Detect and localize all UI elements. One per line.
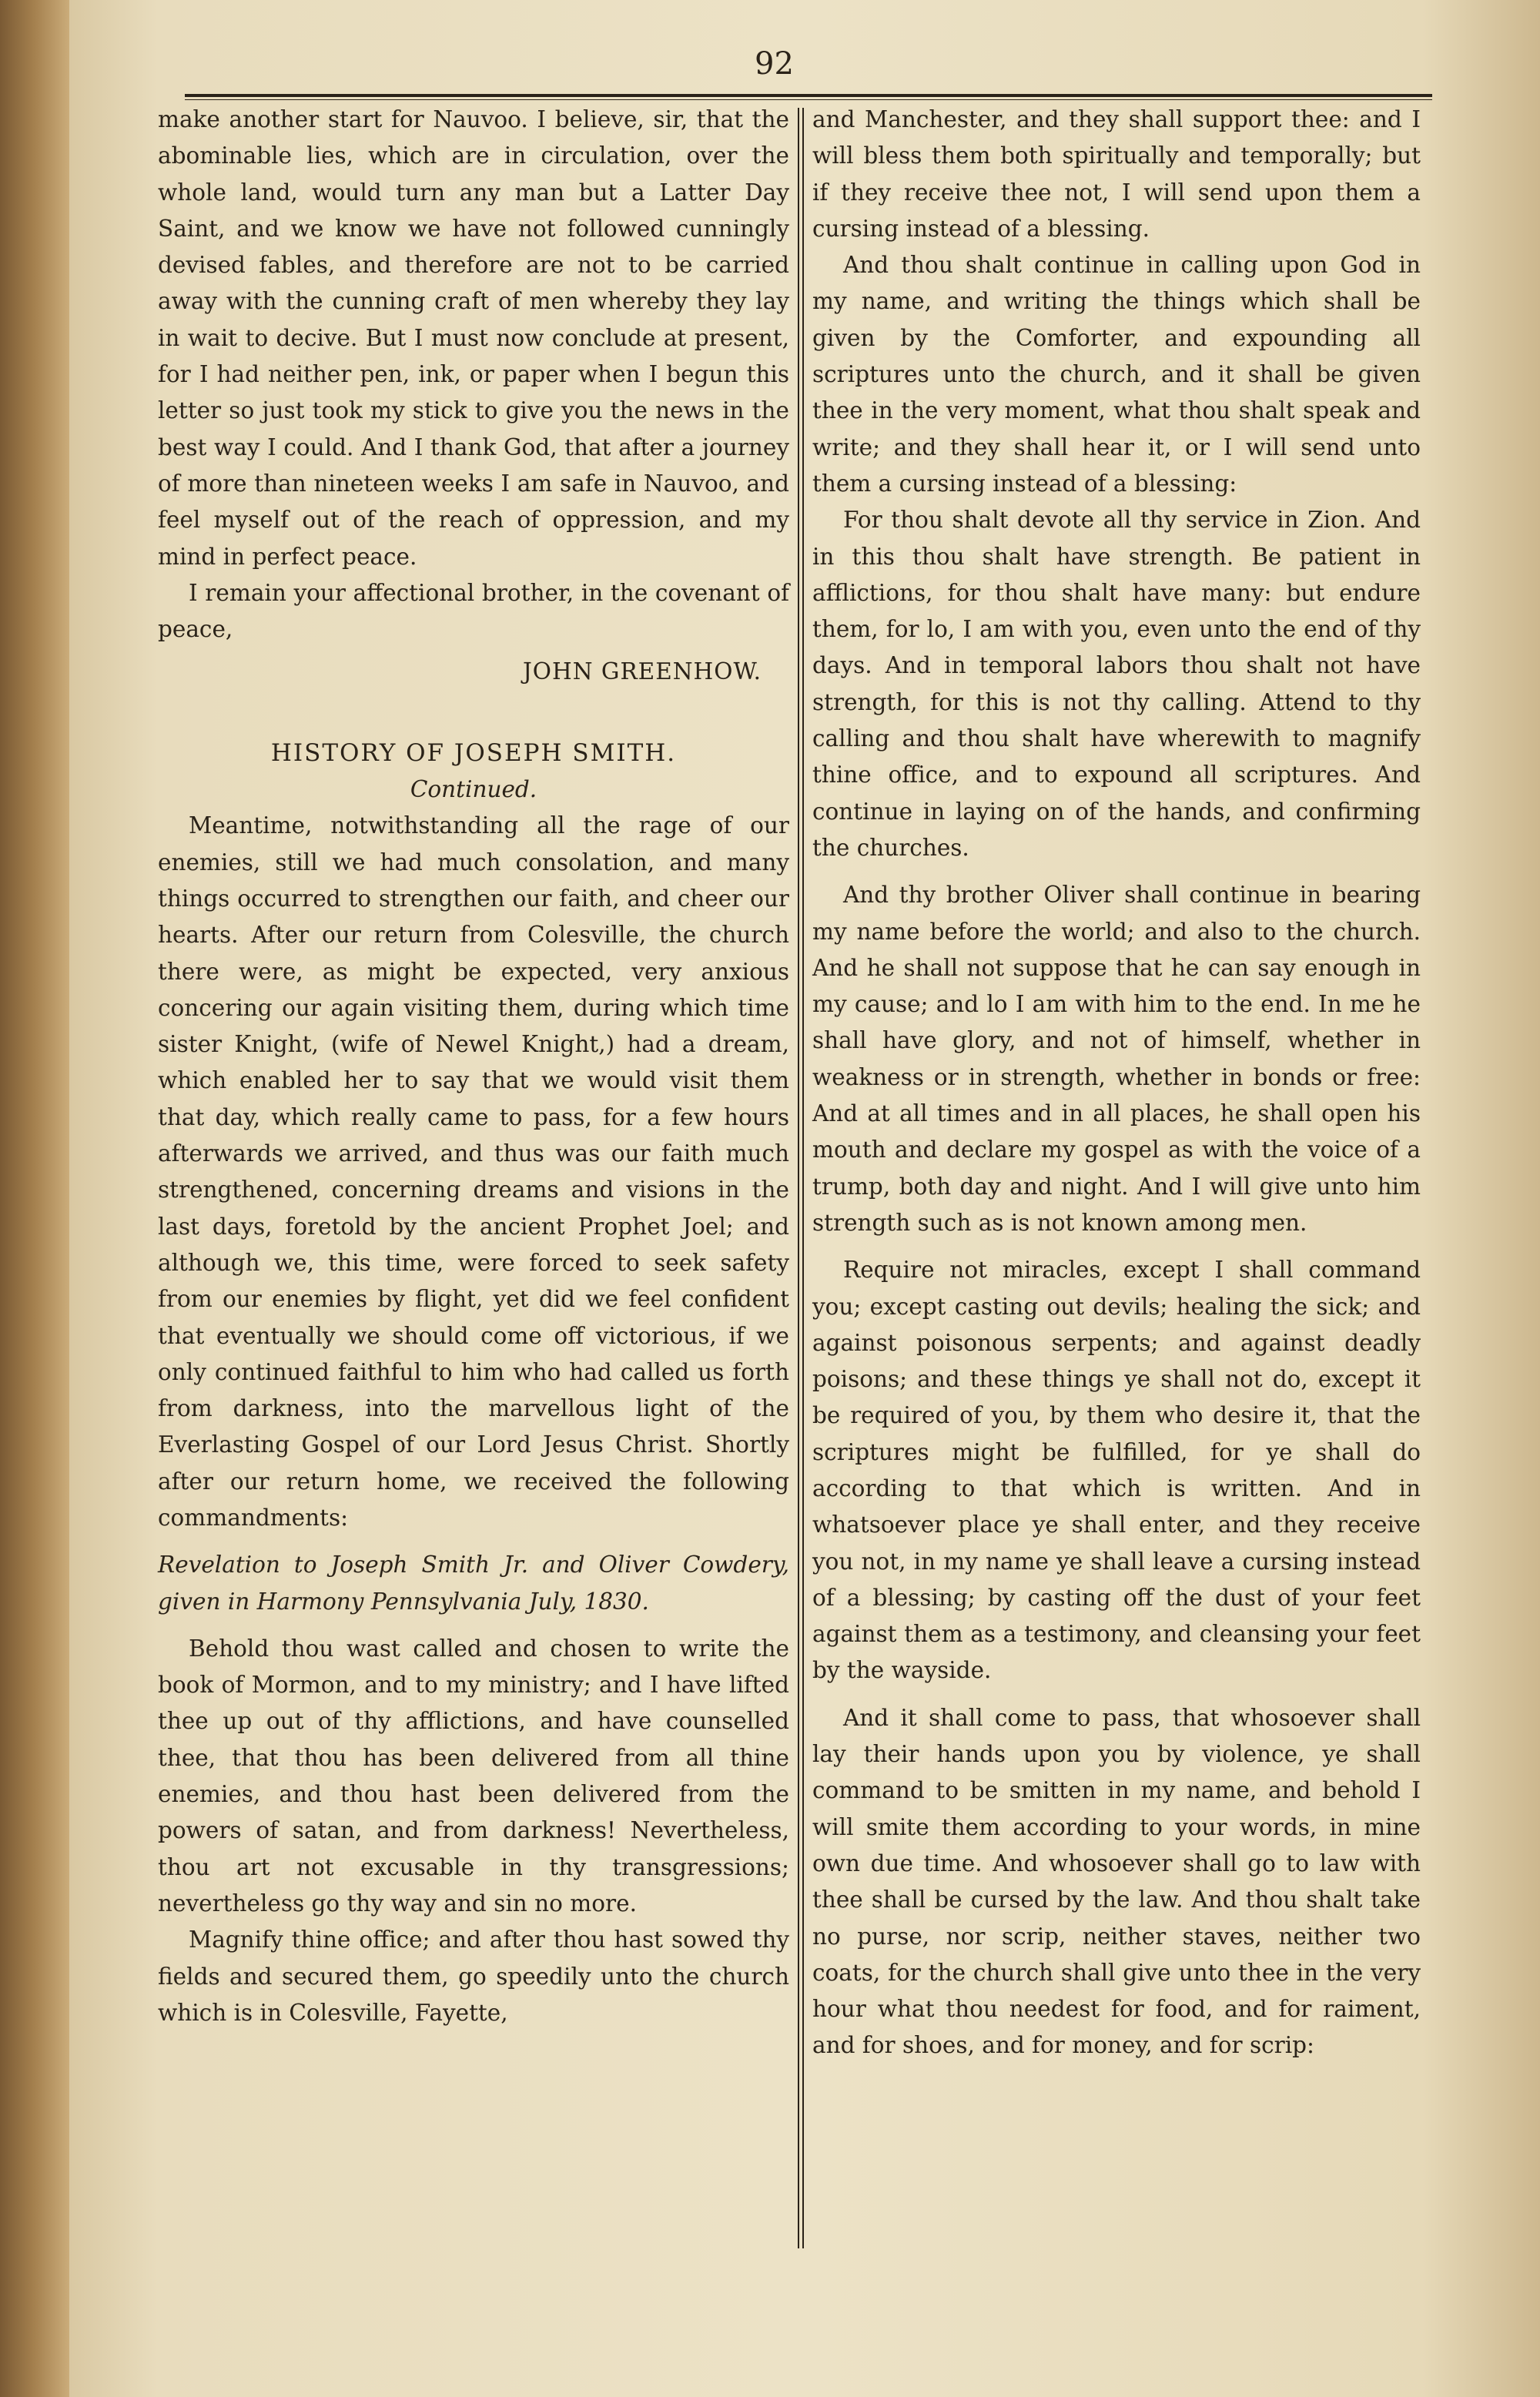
revelation-paragraph-2: Magnify thine office; and after thou hast sowed thy fields and secured them, go speedily unto the church which is in Colesville, Fayette, — [158, 1927, 789, 2026]
letter-signature: JOHN GREENHOW. — [522, 658, 762, 685]
page-number: 92 — [755, 46, 794, 82]
letter-ending-paragraph: make another start for Nauvoo. I believe, sir, that the abominable lies, which are in circulation, over the whole land, would turn any man but a Latter Day Saint, and we know we have not followed cunningly devised fables, and therefore are not to be carried away with the cunning craft of men whereby they lay in wait to decive. But I must now conclude at present, for I had neither pen, ink, or paper when I begun this letter so just took my stick to give you the news in the best way I could. And I thank God, that after a journey of more than nineteen weeks I am safe in Nauvoo, and feel myself out of the reach of oppression, and my mind in perfect peace. — [158, 106, 789, 570]
history-paragraph: Meantime, notwithstanding all the rage of our enemies, still we had much consolation, and many things occurred to strengthen our faith, and cheer our hearts. After our return from Colesville, the church there were, as might be expected, very anxious concering our again visiting them, during which time sister Knight, (wife of Newel Knight,) had a dream, which enabled her to say that we would visit them that day, which really came to pass, for a few hours afterwards we arrived, and thus was our faith much strengthened, concerning dreams and visions in the last days, foretold by the ancient Prophet Joel; and although we, this time, were forced to seek safety from our enemies by flight, yet did we feel confident that eventually we should come off victorious, if we only continued faithful to him who had called us forth from darkness, into the marvellous light of the Everlasting Gospel of our Lord Jesus Christ. Shortly after our return home, we received the following commandments: — [158, 812, 789, 1531]
article-title: HISTORY OF JOSEPH SMITH. — [270, 738, 677, 767]
right-paragraph-4: And thy brother Oliver shall continue in bearing my name before the world; and also to the church. And he shall not suppose that he can say enough in my cause; and lo I am with him to the end. In me he shall have glory, and not of himself, whether in weakness or in strength, whether in bonds or free: And at all times and in all places, he shall open his mouth and declare my gospel as with the voice of a trump, both day and night. And I will give unto him strength such as is not known among men. — [812, 882, 1421, 1236]
right-column — [812, 102, 1421, 2064]
letter-closing: I remain your affectional brother, in the covenant of peace, — [158, 579, 789, 643]
article-subtitle: Continued. — [410, 776, 537, 803]
right-paragraph-3: For thou shalt devote all thy service in Zion. And in this thou shalt have strength. Be patient in afflictions, for thou shalt have many: but endure them, for lo, I am with you, even unto the end of thy days. And in temporal labors thou shalt not have strength, for this is not thy calling. Attend to thy calling and thou shalt have wherewith to magnify thine office, and to expound all scriptures. And continue in laying on of the hands, and confirming the churches. — [812, 507, 1421, 861]
revelation-paragraph-1: Behold thou wast called and chosen to write the book of Mormon, and to my ministry; and I have lifted thee up out of thy afflictions, and have counselled thee, that thou has been delivered from all thine enemies, and thou hast been delivered from the powers of satan, and from darkness! Nevertheless, thou art not excusable in thy transgressions; nevertheless go thy way and sin no more. — [158, 1635, 789, 1917]
header-rule — [185, 94, 1432, 100]
right-paragraph-6: And it shall come to pass, that whosoever shall lay their hands upon you by violence, ye shall command to be smitten in my name, and behold I will smite them according to your words, in mine own due time. And whosoever shall go to law with thee shall be cursed by the law. And thou shalt take no purse, nor scrip, neither staves, neither two coats, for the church shall give unto thee in the very hour what thou needest for food, and for raiment, and for shoes, and for money, and for scrip: — [812, 1704, 1421, 2059]
column-divider — [798, 108, 804, 2248]
right-paragraph-2: And thou shalt continue in calling upon God in my name, and writing the things which shall be given by the Comforter, and expounding all scriptures unto the church, and it shall be given thee in the very moment, what thou shalt speak and write; and they shall hear it, or I will send unto them a cursing instead of a blessing: — [812, 252, 1421, 497]
right-paragraph-1: and Manchester, and they shall support thee: and I will bless them both spiritually and temporally; but if they receive thee not, I will send upon them a cursing instead of a blessing. — [812, 106, 1421, 242]
revelation-heading: Revelation to Joseph Smith Jr. and Oliver Cowdery, given in Harmony Pennsylvania July, 1830. — [158, 1552, 789, 1615]
right-paragraph-5: Require not miracles, except I shall command you; except casting out devils; healing the sick; and against poisonous serpents; and against deadly poisons; and these things ye shall not do, except it be required of you, by them who desire it, that the scriptures might be fulfilled, for ye shall do according to that which is written. And in whatsoever place ye shall enter, and they receive you not, in my name ye shall leave a cursing instead of a blessing; by casting off the dust of your feet against them as a testimony, and cleansing your feet by the wayside. — [812, 1257, 1421, 1684]
left-column — [158, 102, 789, 2031]
